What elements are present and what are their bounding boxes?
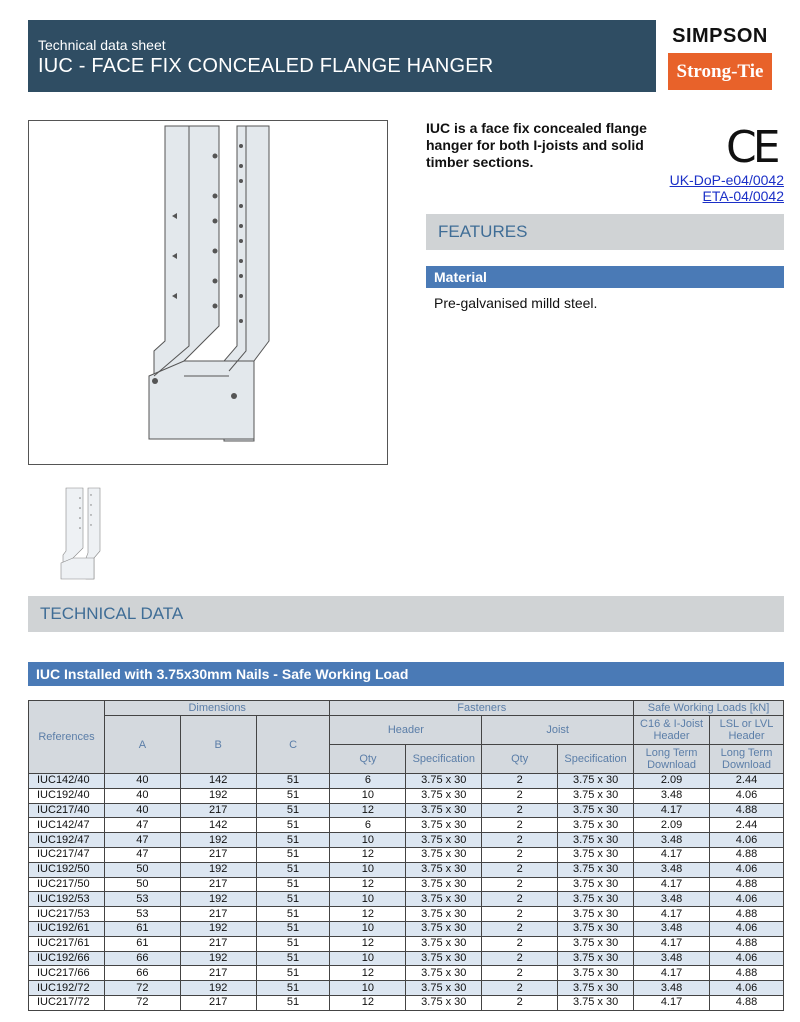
table-cell: 51 <box>256 818 330 833</box>
table-row <box>29 907 784 922</box>
table-cell: 4.88 <box>709 907 783 922</box>
table-cell: IUC192/40 <box>29 788 105 803</box>
table-cell: 50 <box>104 862 180 877</box>
th-header-qty: Qty <box>330 745 406 774</box>
table-cell: IUC192/61 <box>29 921 105 936</box>
product-image <box>28 120 388 465</box>
table-cell: 12 <box>330 995 406 1010</box>
table-cell: 192 <box>180 981 256 996</box>
table-cell: 10 <box>330 833 406 848</box>
table-row <box>29 951 784 966</box>
table-row <box>29 966 784 981</box>
table-cell: 3.75 x 30 <box>558 862 634 877</box>
table-cell: 192 <box>180 921 256 936</box>
table-cell: 3.75 x 30 <box>406 936 482 951</box>
table-row <box>29 847 784 862</box>
product-thumbnail <box>28 483 128 583</box>
table-row <box>29 892 784 907</box>
table-cell: 51 <box>256 981 330 996</box>
table-row <box>29 788 784 803</box>
table-cell: 142 <box>180 818 256 833</box>
table-cell: 6 <box>330 818 406 833</box>
table-cell: 3.48 <box>634 981 710 996</box>
logo-bottom-text: Strong-Tie <box>668 53 772 90</box>
table-cell: 3.75 x 30 <box>406 995 482 1010</box>
table-cell: IUC217/72 <box>29 995 105 1010</box>
th-a: A <box>104 716 180 774</box>
page-header <box>28 20 656 92</box>
table-cell: 2.44 <box>709 818 783 833</box>
th-lsl: LSL or LVL Header <box>709 716 783 745</box>
th-c16: C16 & I-Joist Header <box>634 716 710 745</box>
table-cell: 3.75 x 30 <box>406 981 482 996</box>
table-cell: 4.88 <box>709 936 783 951</box>
table-cell: 12 <box>330 877 406 892</box>
table-cell: 72 <box>104 995 180 1010</box>
technical-data-heading: TECHNICAL DATA <box>28 596 784 632</box>
table-cell: 2 <box>482 774 558 789</box>
table-cell: IUC217/47 <box>29 847 105 862</box>
material-text: Pre-galvanised milld steel. <box>434 295 598 311</box>
certificate-links <box>600 172 784 204</box>
table-cell: 2 <box>482 803 558 818</box>
table-cell: 51 <box>256 995 330 1010</box>
table-cell: 66 <box>104 966 180 981</box>
table-cell: 12 <box>330 847 406 862</box>
table-title: IUC Installed with 3.75x30mm Nails - Safe Working Load <box>28 662 784 686</box>
table-cell: 3.75 x 30 <box>406 833 482 848</box>
table-cell: 47 <box>104 833 180 848</box>
table-cell: 53 <box>104 892 180 907</box>
table-cell: IUC217/50 <box>29 877 105 892</box>
table-cell: 3.75 x 30 <box>558 921 634 936</box>
table-cell: 3.75 x 30 <box>406 892 482 907</box>
th-fasteners: Fasteners <box>330 701 634 716</box>
table-cell: 40 <box>104 774 180 789</box>
table-cell: 4.88 <box>709 966 783 981</box>
table-cell: 4.17 <box>634 995 710 1010</box>
table-cell: 4.88 <box>709 877 783 892</box>
eta-link[interactable]: ETA-04/0042 <box>702 188 784 204</box>
table-cell: IUC217/53 <box>29 907 105 922</box>
table-cell: 4.88 <box>709 803 783 818</box>
table-cell: 12 <box>330 803 406 818</box>
table-cell: 2 <box>482 877 558 892</box>
table-cell: 2 <box>482 936 558 951</box>
th-c: C <box>256 716 330 774</box>
dop-link[interactable]: UK-DoP-e04/0042 <box>669 172 784 188</box>
table-row <box>29 877 784 892</box>
product-intro: IUC is a face fix concealed flange hanger for both I-joists and solid timber sections. <box>426 120 647 170</box>
table-cell: 72 <box>104 981 180 996</box>
table-cell: IUC142/47 <box>29 818 105 833</box>
th-ltd-c16: Long Term Download <box>634 745 710 774</box>
table-cell: 3.75 x 30 <box>558 803 634 818</box>
table-cell: 217 <box>180 936 256 951</box>
table-cell: 51 <box>256 833 330 848</box>
table-cell: 3.48 <box>634 833 710 848</box>
table-cell: 51 <box>256 803 330 818</box>
table-cell: 3.75 x 30 <box>558 833 634 848</box>
table-cell: 51 <box>256 862 330 877</box>
table-body <box>29 774 784 1011</box>
table-cell: 3.75 x 30 <box>406 877 482 892</box>
table-cell: 40 <box>104 803 180 818</box>
table-cell: 4.06 <box>709 892 783 907</box>
table-cell: IUC217/66 <box>29 966 105 981</box>
table-row <box>29 803 784 818</box>
table-cell: 192 <box>180 833 256 848</box>
th-ltd-lsl: Long Term Download <box>709 745 783 774</box>
table-cell: 3.75 x 30 <box>558 818 634 833</box>
table-cell: 3.75 x 30 <box>558 892 634 907</box>
table-cell: 10 <box>330 788 406 803</box>
table-cell: 2 <box>482 907 558 922</box>
table-row <box>29 995 784 1010</box>
table-cell: 217 <box>180 995 256 1010</box>
table-cell: 3.75 x 30 <box>406 803 482 818</box>
table-row <box>29 818 784 833</box>
table-cell: 4.17 <box>634 966 710 981</box>
table-cell: 40 <box>104 788 180 803</box>
table-cell: 47 <box>104 847 180 862</box>
table-cell: 3.75 x 30 <box>558 907 634 922</box>
table-cell: 3.75 x 30 <box>406 774 482 789</box>
table-cell: 2 <box>482 818 558 833</box>
table-cell: 51 <box>256 877 330 892</box>
table-cell: 4.17 <box>634 877 710 892</box>
table-cell: 4.88 <box>709 847 783 862</box>
table-cell: 3.75 x 30 <box>558 966 634 981</box>
table-cell: 4.17 <box>634 936 710 951</box>
table-cell: IUC192/53 <box>29 892 105 907</box>
table-cell: 10 <box>330 951 406 966</box>
th-joist-qty: Qty <box>482 745 558 774</box>
table-cell: 4.17 <box>634 907 710 922</box>
table-cell: 2 <box>482 833 558 848</box>
table-cell: 2 <box>482 966 558 981</box>
th-header-spec: Specification <box>406 745 482 774</box>
table-cell: 4.88 <box>709 995 783 1010</box>
table-cell: 4.06 <box>709 788 783 803</box>
table-cell: 2.44 <box>709 774 783 789</box>
table-cell: 3.75 x 30 <box>406 818 482 833</box>
hanger-illustration-icon <box>29 121 387 464</box>
table-cell: 6 <box>330 774 406 789</box>
table-cell: 66 <box>104 951 180 966</box>
table-cell: 3.75 x 30 <box>558 877 634 892</box>
th-joist: Joist <box>482 716 634 745</box>
table-cell: 3.75 x 30 <box>558 936 634 951</box>
table-row <box>29 862 784 877</box>
table-cell: 3.48 <box>634 921 710 936</box>
th-swl: Safe Working Loads [kN] <box>634 701 784 716</box>
table-cell: 12 <box>330 907 406 922</box>
page-title: IUC - FACE FIX CONCEALED FLANGE HANGER <box>38 55 494 77</box>
table-cell: 12 <box>330 966 406 981</box>
table-cell: 2.09 <box>634 774 710 789</box>
table-cell: 142 <box>180 774 256 789</box>
table-cell: 51 <box>256 847 330 862</box>
load-table <box>28 700 784 1011</box>
table-cell: 4.06 <box>709 921 783 936</box>
table-cell: 3.75 x 30 <box>558 995 634 1010</box>
table-cell: 51 <box>256 966 330 981</box>
table-cell: 3.75 x 30 <box>558 981 634 996</box>
table-cell: 51 <box>256 921 330 936</box>
logo-top-text: SIMPSON <box>668 20 772 53</box>
table-cell: 3.75 x 30 <box>558 951 634 966</box>
table-cell: 53 <box>104 907 180 922</box>
table-cell: 192 <box>180 862 256 877</box>
table-row <box>29 833 784 848</box>
table-cell: 2 <box>482 921 558 936</box>
table-cell: 4.17 <box>634 803 710 818</box>
th-header: Header <box>330 716 482 745</box>
table-cell: 2.09 <box>634 818 710 833</box>
table-cell: 3.75 x 30 <box>558 788 634 803</box>
table-cell: 47 <box>104 818 180 833</box>
table-cell: 217 <box>180 966 256 981</box>
table-cell: IUC217/40 <box>29 803 105 818</box>
ce-mark-icon: CE <box>726 122 777 173</box>
table-cell: 192 <box>180 951 256 966</box>
table-cell: 4.06 <box>709 833 783 848</box>
table-cell: 61 <box>104 936 180 951</box>
table-cell: 3.75 x 30 <box>406 966 482 981</box>
table-cell: IUC192/72 <box>29 981 105 996</box>
table-cell: 3.48 <box>634 951 710 966</box>
table-cell: 192 <box>180 892 256 907</box>
table-cell: 10 <box>330 892 406 907</box>
table-cell: IUC142/40 <box>29 774 105 789</box>
table-cell: 2 <box>482 862 558 877</box>
table-cell: IUC217/61 <box>29 936 105 951</box>
table-cell: 50 <box>104 877 180 892</box>
table-cell: IUC192/66 <box>29 951 105 966</box>
table-cell: 2 <box>482 892 558 907</box>
table-cell: 217 <box>180 803 256 818</box>
table-cell: 192 <box>180 788 256 803</box>
table-cell: 2 <box>482 788 558 803</box>
table-cell: 217 <box>180 847 256 862</box>
table-cell: 4.06 <box>709 862 783 877</box>
table-cell: 61 <box>104 921 180 936</box>
table-cell: 2 <box>482 951 558 966</box>
table-cell: 51 <box>256 788 330 803</box>
table-cell: 4.17 <box>634 847 710 862</box>
th-dimensions: Dimensions <box>104 701 330 716</box>
table-cell: 3.75 x 30 <box>558 847 634 862</box>
table-cell: 4.06 <box>709 951 783 966</box>
table-cell: 217 <box>180 907 256 922</box>
hanger-thumbnail-icon <box>28 483 128 583</box>
table-cell: 10 <box>330 862 406 877</box>
table-row <box>29 936 784 951</box>
table-cell: 3.75 x 30 <box>406 951 482 966</box>
material-heading: Material <box>426 266 784 288</box>
table-cell: 51 <box>256 892 330 907</box>
table-cell: 51 <box>256 774 330 789</box>
th-joist-spec: Specification <box>558 745 634 774</box>
table-cell: 3.75 x 30 <box>406 921 482 936</box>
table-row <box>29 921 784 936</box>
table-cell: 2 <box>482 981 558 996</box>
table-cell: 3.75 x 30 <box>406 788 482 803</box>
table-row <box>29 774 784 789</box>
table-cell: 3.48 <box>634 862 710 877</box>
table-cell: 3.75 x 30 <box>406 907 482 922</box>
header-subtitle: Technical data sheet <box>38 37 166 53</box>
table-row <box>29 981 784 996</box>
table-cell: IUC192/47 <box>29 833 105 848</box>
brand-logo <box>668 20 772 90</box>
table-cell: 51 <box>256 907 330 922</box>
features-heading: FEATURES <box>426 214 784 250</box>
table-cell: 12 <box>330 936 406 951</box>
table-cell: 3.48 <box>634 788 710 803</box>
table-cell: 217 <box>180 877 256 892</box>
table-cell: IUC192/50 <box>29 862 105 877</box>
table-cell: 4.06 <box>709 981 783 996</box>
table-cell: 3.48 <box>634 892 710 907</box>
table-cell: 2 <box>482 995 558 1010</box>
table-cell: 10 <box>330 921 406 936</box>
table-cell: 10 <box>330 981 406 996</box>
table-cell: 3.75 x 30 <box>406 862 482 877</box>
table-cell: 3.75 x 30 <box>406 847 482 862</box>
table-cell: 2 <box>482 847 558 862</box>
table-cell: 3.75 x 30 <box>558 774 634 789</box>
th-b: B <box>180 716 256 774</box>
table-cell: 51 <box>256 936 330 951</box>
table-cell: 51 <box>256 951 330 966</box>
th-references: References <box>29 701 105 774</box>
